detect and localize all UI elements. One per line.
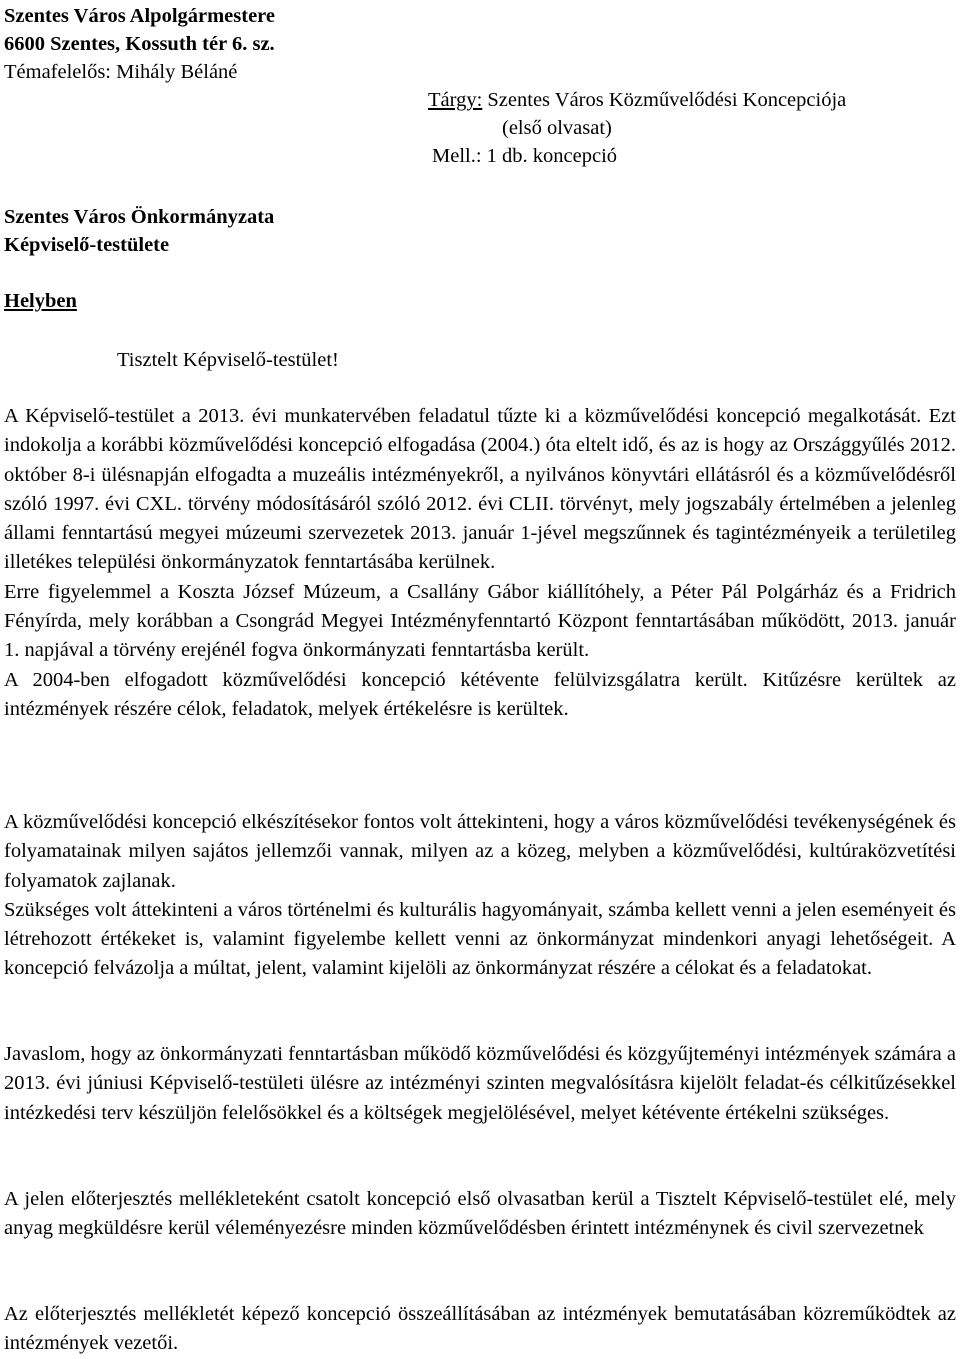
sender-title: Szentes Város Alpolgármestere	[4, 5, 276, 27]
paragraph-1: A Képviselő-testület a 2013. évi munkatervében feladatul tűzte ki a közművelődési koncepció megalkotását. Ezt indokolja a korábbi közművelődési koncepció elfogadása (2004.) óta eltelt idő, és az is hogy az Országgyűlés 2012. október 8-i ülésnapján elfogadta a muzeális intézményekről, a nyilvános könyvtári ellátásról és a közművelődésről szóló 1997. évi CXL. törvény módosításáról szóló 2012. évi CLII. törvényt, mely jogszabály értelmében a jelenleg állami fenntartású megyei múzeumi szervezetek 2013. január 1-jével megszűnnek és tagintézményeik a területileg illetékes települési önkormányzatok fenntartásába kerülnek.	[4, 405, 956, 574]
addressee-line2: Képviselő-testülete	[4, 234, 170, 256]
body-block-1	[4, 402, 956, 724]
body-block-3	[4, 1040, 956, 1128]
topic-owner: Témafelelős: Mihály Béláné	[4, 61, 238, 83]
sender-address: 6600 Szentes, Kossuth tér 6. sz.	[4, 33, 275, 55]
paragraph-5: Szükséges volt áttekinteni a város történelmi és kulturális hagyományait, számba kellett venni a jelen eseményeit és létrehozott értékeket is, valamint figyelembe kellett venni az önkormányzat mindenkori anyagi lehetőségeit. A koncepció felvázolja a múltat, jelent, valamint kijelöli az önkormányzat részére a célokat és a feladatokat.	[4, 898, 956, 980]
paragraph-3: A 2004-ben elfogadott közművelődési koncepció kétévente felülvizsgálatra került. Kitűzésre kerültek az intézmények részére célok, feladatok, melyek értékelésre is kerültek.	[4, 668, 956, 720]
addressee-location: Helyben	[4, 290, 77, 312]
body-block-4	[4, 1185, 956, 1244]
addressee-block	[4, 203, 274, 259]
paragraph-2: Erre figyelemmel a Koszta József Múzeum, a Csallány Gábor kiállítóhely, a Péter Pál Polgárház és a Fridrich Fényírda, mely korábban a Csongrád Megyei Intézményfenntartó Központ fenntartásában működött, 2013. január 1. napjával a törvény erejénél fogva önkormányzati fenntartásba került.	[4, 580, 956, 662]
body-block-5	[4, 1300, 956, 1359]
paragraph-7: A jelen előterjesztés mellékleteként csatolt koncepció első olvasatban kerül a Tisztelt Képviselő-testület elé, mely anyag megküldésre kerül véleményezésre minden közművelődésben érintett intézménynek és civil szervezetnek	[4, 1188, 956, 1240]
subject-block	[428, 86, 846, 170]
subject-subtitle: (első olvasat)	[502, 117, 612, 139]
sender-block	[4, 2, 275, 86]
subject-label: Tárgy:	[428, 89, 483, 111]
body-block-2	[4, 808, 956, 984]
salutation: Tisztelt Képviselő-testület!	[117, 349, 339, 371]
attachment-line: Mell.: 1 db. koncepció	[432, 145, 618, 167]
paragraph-4: A közművelődési koncepció elkészítésekor fontos volt áttekinteni, hogy a város közművelődési tevékenységének és folyamatainak milyen sajátos jellemzői vannak, milyen az a közeg, melyben a közművelődési, kultúraközvetítési folyamatok zajlanak.	[4, 811, 956, 892]
paragraph-6: Javaslom, hogy az önkormányzati fenntartásban működő közművelődési és közgyűjteményi intézmények számára a 2013. évi júniusi Képviselő-testületi ülésre az intézményi szinten megvalósításra kijelölt feladat-és célkitűzésekkel intézkedési terv készüljön felelősökkel és a költségek megjelölésével, melyet kétévente értékelni szükséges.	[4, 1043, 956, 1124]
addressee-line1: Szentes Város Önkormányzata	[4, 206, 275, 228]
paragraph-8: Az előterjesztés mellékletét képező koncepció összeállításában az intézmények bemutatásában közreműködtek az intézmények vezetői.	[4, 1303, 956, 1355]
subject-line	[428, 86, 846, 114]
subject-title: Szentes Város Közművelődési Koncepciója	[487, 89, 847, 111]
